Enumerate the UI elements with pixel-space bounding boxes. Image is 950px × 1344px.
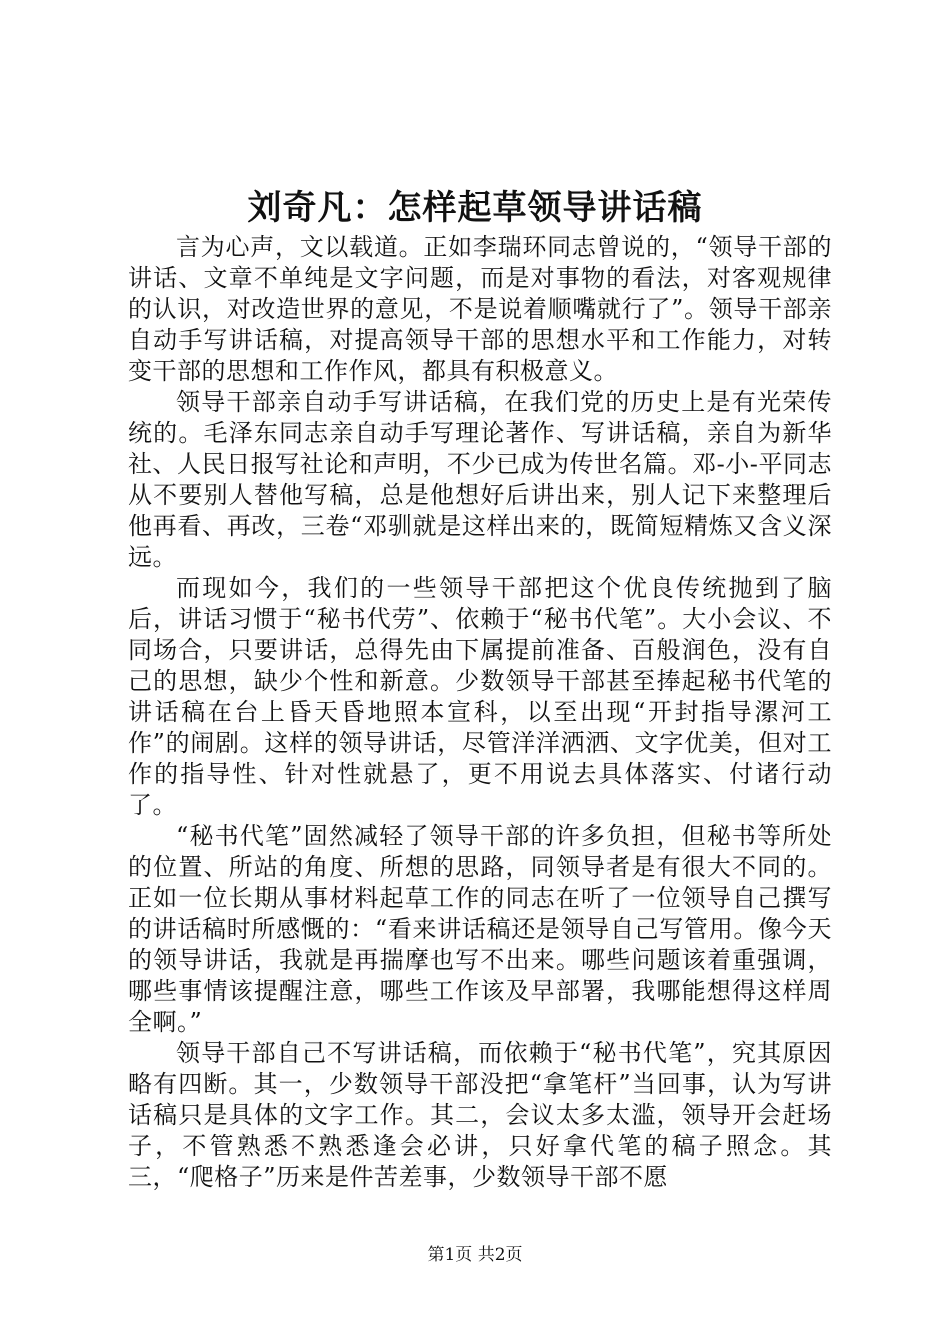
paragraph-3: 而现如今，我们的一些领导干部把这个优良传统抛到了脑后，讲话习惯于“秘书代劳”、依赖于“秘书代笔”。大小会议、不同场合，只要讲话，总得先由下属提前准备、百般润色，没有自己的思想，缺少个性和新意。少数领导干部甚至捧起秘书代笔的讲话稿在台上昏天昏地照本宣科，以至出现“开封指导漯河工作”的闹剧。这样的领导讲话，尽管洋洋洒洒、文字优美，但对工作的指导性、针对性就悬了，更不用说去具体落实、付诸行动了。 — [128, 574, 832, 819]
paragraph-5: 领导干部自己不写讲话稿，而依赖于“秘书代笔”，究其原因略有四断。其一，少数领导干部没把“拿笔杆”当回事，认为写讲话稿只是具体的文字工作。其二，会议太多太滥，领导开会赶场子，不管熟悉不熟悉逢会必讲，只好拿代笔的稿子照念。其三，“爬格子”历来是件苦差事，少数领导干部不愿 — [128, 1039, 832, 1191]
page-number-footer: 第1页 共2页 — [427, 1245, 523, 1265]
paragraph-1: 言为心声，文以载道。正如李瑞环同志曾说的，“领导干部的讲话、文章不单纯是文字问题，而是对事物的看法，对客观规律的认识，对改造世界的意见，不是说着顺嘴就行了”。领导干部亲自动手写讲话稿，对提高领导干部的思想水平和工作能力，对转变干部的思想和工作作风，都具有积极意义。 — [128, 233, 832, 385]
paragraph-4: “秘书代笔”固然减轻了领导干部的许多负担，但秘书等所处的位置、所站的角度、所想的思路，同领导者是有很大不同的。正如一位长期从事材料起草工作的同志在听了一位领导自己撰写的讲话稿时所感慨的：“看来讲话稿还是领导自己写管用。像今天的领导讲话，我就是再揣摩也写不出来。哪些问题该着重强调，哪些事情该提醒注意，哪些工作该及早部署，我哪能想得这样周全啊。” — [128, 822, 832, 1036]
document-body — [128, 232, 832, 1193]
page-title: 刘奇凡：怎样起草领导讲话稿 — [247, 188, 703, 228]
paragraph-2: 领导干部亲自动手写讲话稿，在我们党的历史上是有光荣传统的。毛泽东同志亲自动手写理论著作、写讲话稿，亲自为新华社、人民日报写社论和声明，不少已成为传世名篇。邓-小-平同志从不要别人替他写稿，总是他想好后讲出来，别人记下来整理后他再看、再改，三卷“邓驯就是这样出来的，既简短精炼又含义深远。 — [128, 388, 832, 571]
